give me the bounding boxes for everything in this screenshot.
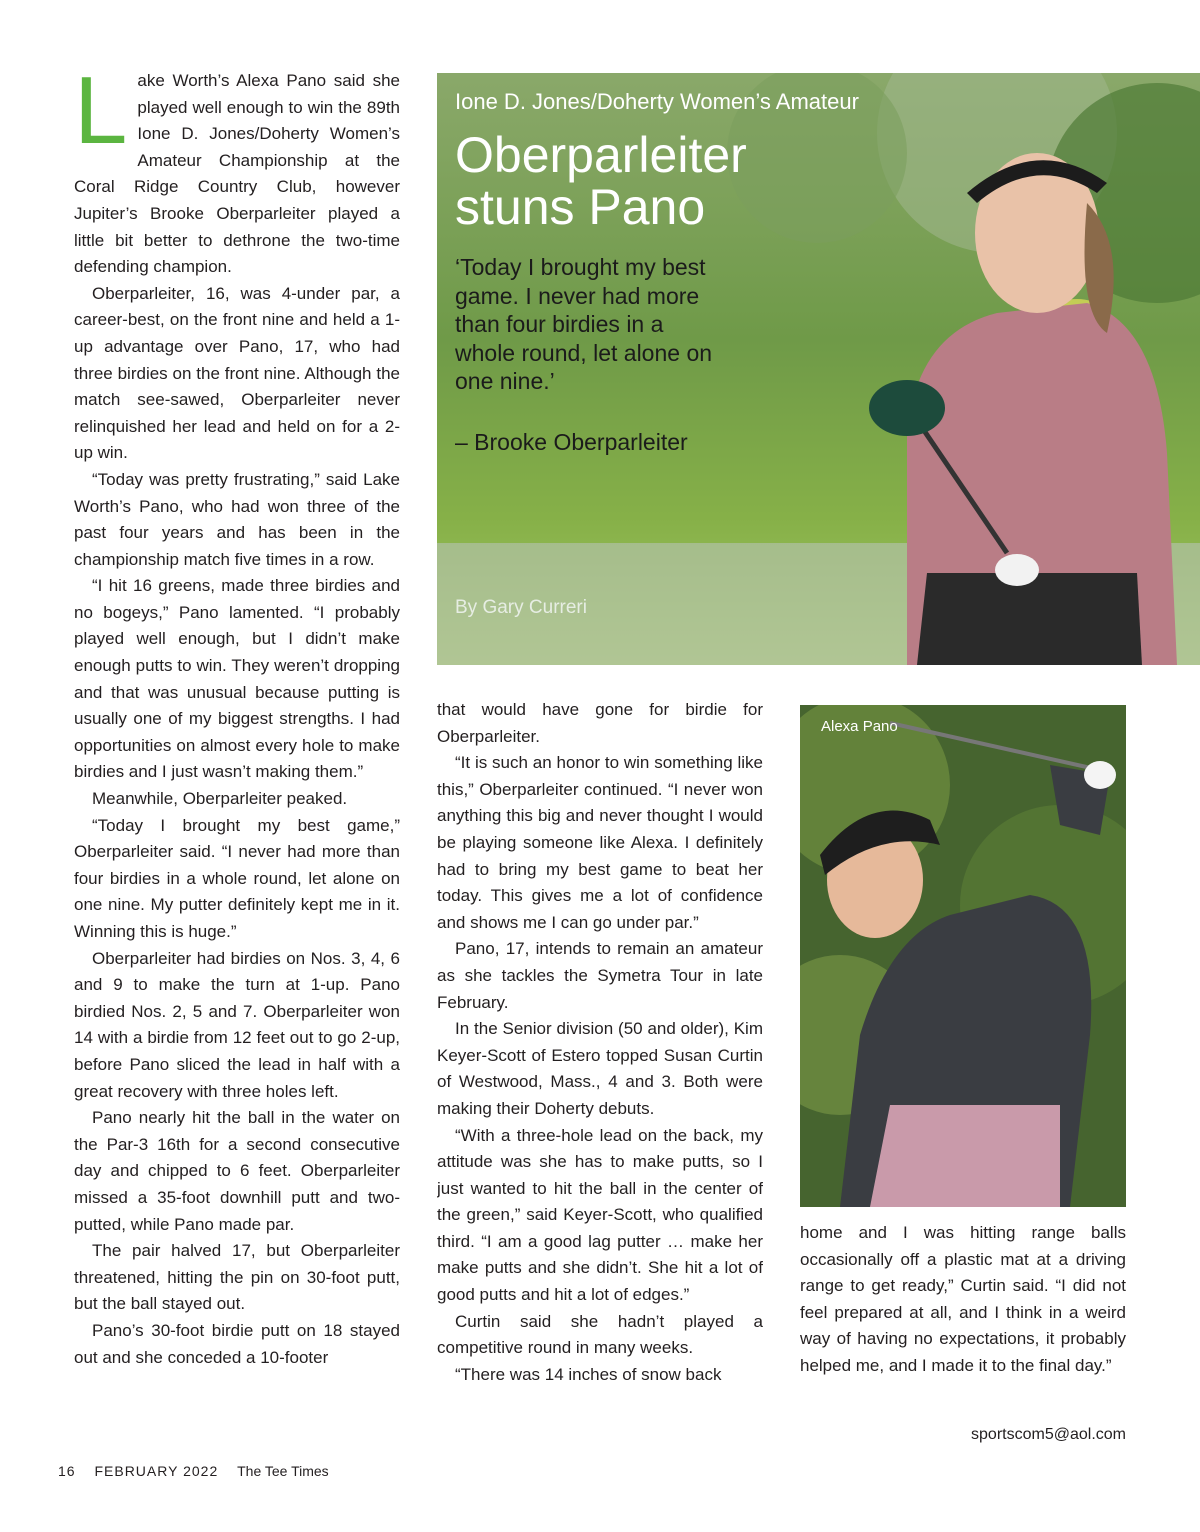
photo-caption: Alexa Pano bbox=[821, 718, 898, 735]
paragraph: “It is such an honor to win something like this,” Oberparleiter continued. “I never won anything this big and never thought I would be playing someone like Alexa. I definitely had to bring my best game to beat her today. This gives me a lot of confidence and shows me I can go under par.” bbox=[437, 753, 763, 932]
paragraph: Oberparleiter had birdies on Nos. 3, 4, 6 and 9 to make the turn at 1-up. Pano birdied Nos. 2, 5 and 7. Oberparleiter won 14 with a birdie from 12 feet out to go 2-up, before Pano sliced the lead in half with a great recovery with three holes left. bbox=[74, 948, 400, 1101]
paragraph: Meanwhile, Oberparleiter peaked. bbox=[92, 789, 348, 809]
paragraph: Oberparleiter, 16, was 4-under par, a career-best, on the front nine and held a 1-up advantage over Pano, 17, who had three birdies on the front nine. Although the match see-sawed, Oberparleiter never relinquished her lead and held on for a 2-up win. bbox=[74, 283, 400, 463]
headline-line-2: stuns Pano bbox=[455, 179, 706, 235]
paragraph: ake Worth’s Alexa Pano said she played well enough to win the 89th Ione D. Jones/Doherty Women’s Amateur Championship at the Coral Ridge Country Club, however Jupiter’s Brooke Oberparleiter played a little bit better to dethrone the two-time defending champion. bbox=[74, 71, 400, 277]
paragraph: “Today I brought my best game,” Oberparleiter said. “I never had more than four birdies in a whole round, let alone on one nine. My putter definitely kept me in it. Winning this is huge.” bbox=[74, 815, 400, 941]
publication-name: The Tee Times bbox=[237, 1463, 329, 1479]
article-column-1 bbox=[74, 68, 400, 1460]
paragraph: “With a three-hole lead on the back, my attitude was she has to make putts, so I just wanted to hit the ball in the center of the green,” said Keyer-Scott, who qualified third. “I am a good lag putter … make her make putts and she didn’t. She hit a lot of good putts and hit a lot of edges.” bbox=[437, 1125, 763, 1305]
author-email[interactable]: sportscom5@aol.com bbox=[971, 1426, 1126, 1443]
paragraph: Pano nearly hit the ball in the water on the Par-3 16th for a second consecutive day and chipped to 6 feet. Oberparleiter missed a 35-foot downhill putt and two-putted, while Pano made par. bbox=[74, 1108, 400, 1234]
article-column-3 bbox=[800, 1220, 1126, 1490]
page-number: 16 bbox=[58, 1463, 76, 1479]
paragraph: Curtin said she hadn’t played a competitive round in many weeks. bbox=[437, 1311, 763, 1358]
paragraph: In the Senior division (50 and older), Kim Keyer-Scott of Estero topped Susan Curtin of Westwood, Mass., 4 and 3. Both were making their Doherty debuts. bbox=[437, 1019, 763, 1118]
byline: By Gary Curreri bbox=[455, 597, 587, 618]
alexa-pano-photo bbox=[800, 705, 1126, 1207]
hero-photo bbox=[437, 73, 1200, 665]
paragraph: home and I was hitting range balls occasionally off a plastic mat at a driving range to get ready,” Curtin said. “I did not feel prepared at all, and I think in a weird way of having no expectations, it probably helped me, and I made it to the final day.” bbox=[800, 1223, 1126, 1375]
paragraph: “Today was pretty frustrating,” said Lake Worth’s Pano, who had won three of the past four years and has been in the championship match five times in a row. bbox=[74, 469, 400, 569]
headline bbox=[455, 129, 815, 233]
paragraph: “I hit 16 greens, made three birdies and no bogeys,” Pano lamented. “I probably played well enough, but I didn’t make enough putts to win. They weren’t dropping and that was unusual because putting is usually one of my biggest strengths. I had opportunities on almost every hole to make birdies and I just wasn’t making them.” bbox=[74, 576, 400, 782]
paragraph: that would have gone for birdie for Oberparleiter. bbox=[437, 700, 763, 746]
section-kicker: Ione D. Jones/Doherty Women’s Amateur bbox=[455, 89, 859, 114]
page-footer bbox=[58, 1463, 343, 1479]
headline-line-1: Oberparleiter bbox=[455, 127, 747, 183]
paragraph: The pair halved 17, but Oberparleiter threatened, hitting the pin on 30-foot putt, but the ball stayed out. bbox=[74, 1241, 400, 1314]
drop-cap: L bbox=[74, 68, 128, 164]
paragraph: Pano’s 30-foot birdie putt on 18 stayed out and she conceded a 10-footer bbox=[74, 1320, 400, 1367]
pull-quote: ‘Today I brought my best game. I never had more than four birdies in a whole round, let alone on one nine.’ bbox=[455, 254, 713, 394]
pull-quote-attribution: – Brooke Oberparleiter bbox=[455, 429, 688, 455]
golfer-photo-illustration bbox=[800, 705, 1126, 1207]
article-column-2 bbox=[437, 697, 763, 1473]
paragraph: “There was 14 inches of snow back bbox=[455, 1364, 722, 1384]
issue-date: FEBRUARY 2022 bbox=[94, 1463, 219, 1479]
paragraph: Pano, 17, intends to remain an amateur as she tackles the Symetra Tour in late February. bbox=[437, 939, 763, 1012]
